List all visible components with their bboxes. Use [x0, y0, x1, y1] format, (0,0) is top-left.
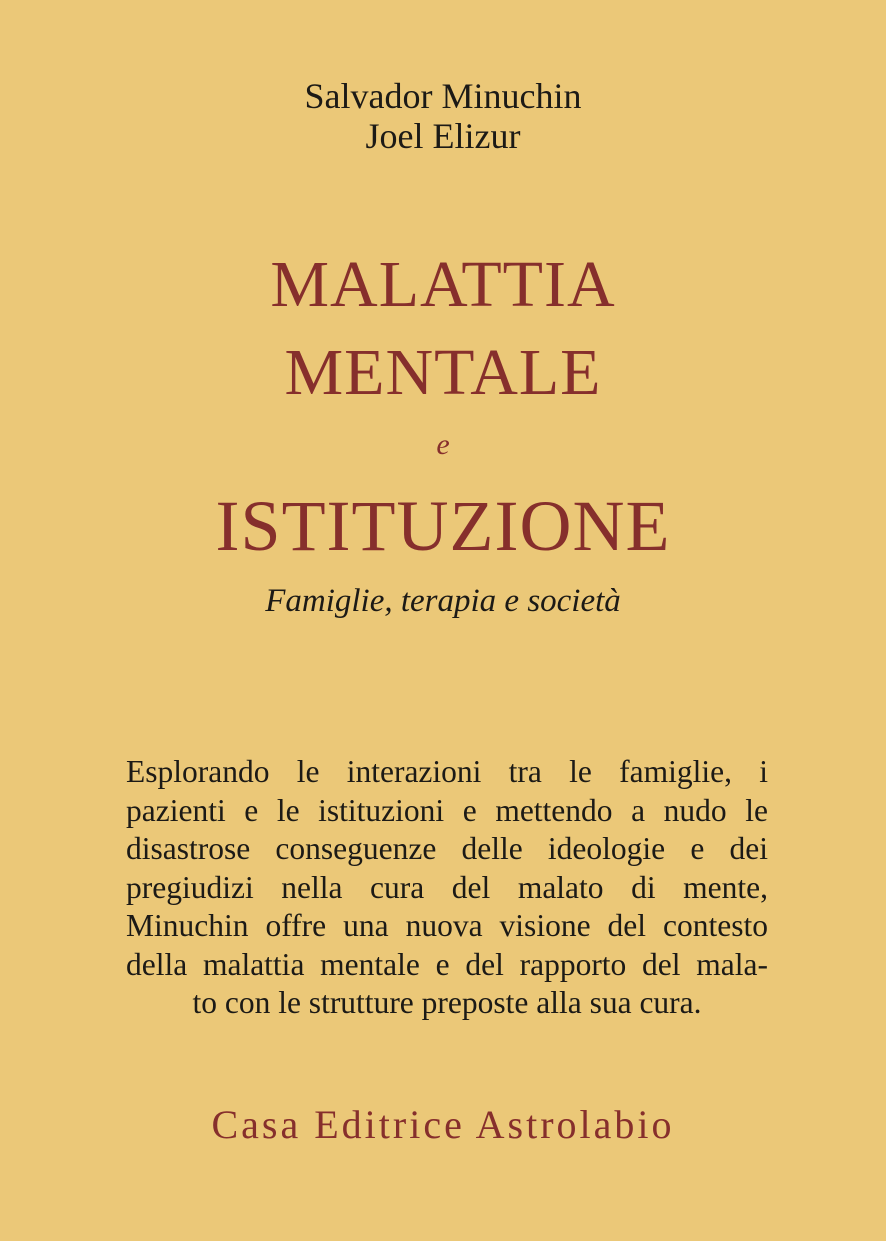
subtitle: Famiglie, terapia e società [265, 583, 621, 619]
title-line-1: MALATTIA [270, 248, 616, 321]
title-line-3: ISTITUZIONE [215, 486, 671, 566]
title-conjunction: e [436, 428, 450, 461]
authors [0, 76, 886, 156]
blurb-line: pregiudizi nella cura del malato di mente, [126, 869, 768, 905]
blurb-line: della malattia mentale e del rapporto del mala- [126, 946, 768, 982]
author-name: Salvador Minuchin [304, 76, 582, 116]
title-line-2: MENTALE [284, 336, 602, 409]
blurb [126, 753, 768, 1023]
publisher-name: Casa Editrice Astrolabio [211, 1102, 675, 1147]
blurb-line: Esplorando le interazioni tra le famiglie, i [126, 754, 768, 789]
author-name: Joel Elizur [365, 116, 521, 156]
blurb-line: disastrose conseguenze delle ideologie e dei [126, 831, 768, 866]
blurb-line: pazienti e le istituzioni e mettendo a nudo le [126, 792, 768, 828]
blurb-line: Minuchin offre una nuova visione del contesto [126, 908, 768, 943]
blurb-line: to con le strutture preposte alla sua cura. [192, 985, 702, 1020]
